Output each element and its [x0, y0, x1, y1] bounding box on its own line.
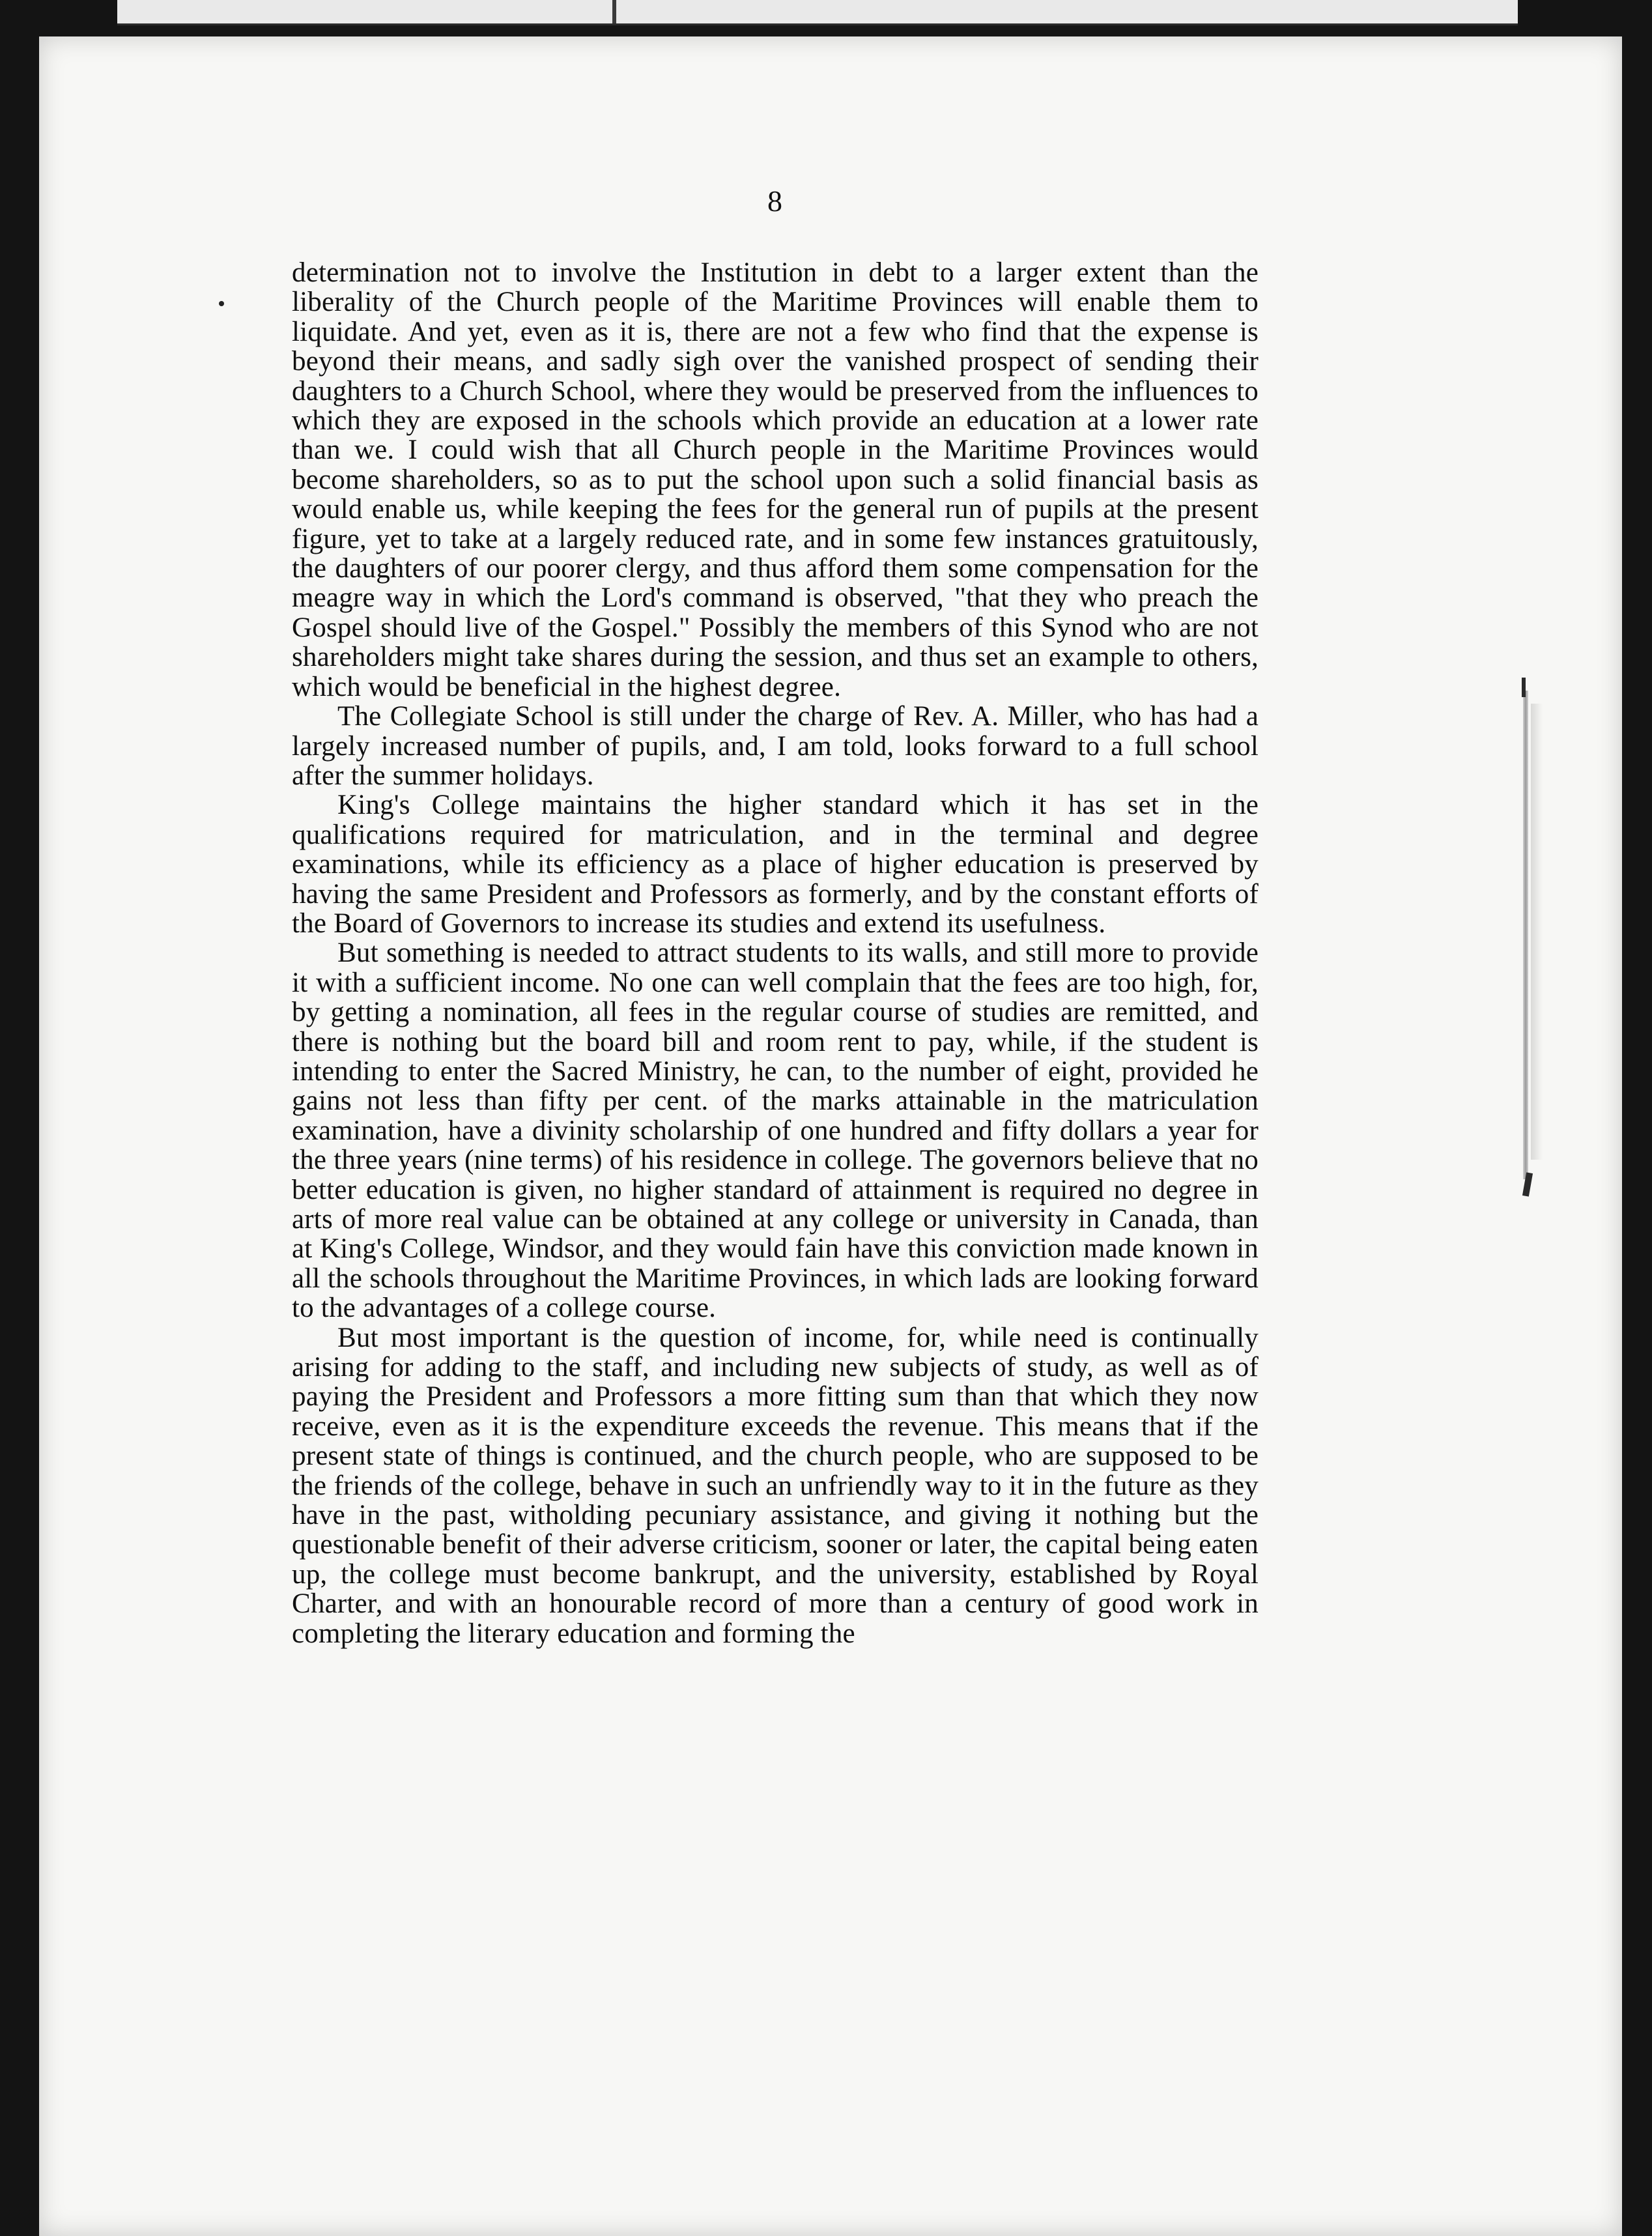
paragraph-1: determination not to involve the Institution in debt to a larger extent than the liberality of the Church people of the Maritime Provinces will enable them to liquidate. And yet, even as it is, there are not a few who find that the expense is beyond their means, and sadly sigh over the vanished prospect of sending their daughters to a Church School, where they would be preserved from the influences to which they are exposed in the schools which provide an education at a lower rate than we. I could wish that all Church people in the Maritime Provinces would become shareholders, so as to put the school upon such a solid financial basis as would enable us, while keeping the fees for the general run of pupils at the present figure, yet to take at a largely reduced rate, and in some few instances gratuitously, the daughters of our poorer clergy, and thus afford them some compensation for the meagre way in which the Lord's command is observed, "that they who preach the Gospel should live of the Gospel." Possibly the members of this Synod who are not shareholders might take shares during the session, and thus set an example to others, which would be beneficial in the highest degree.	[292, 257, 1259, 702]
body-text	[292, 258, 1259, 1648]
binding-shadow	[1531, 704, 1543, 1160]
binding-crease	[1523, 691, 1528, 1179]
page-number: 8	[767, 184, 783, 218]
paragraph-4: But something is needed to attract students to its walls, and still more to provide it with a sufficient income. No one can well complain that the fees are too high, for, by getting a nomination, all fees in the regular course of studies are remitted, and there is nothing but the board bill and room rent to pay, while, if the student is intending to enter the Sacred Ministry, he can, to the number of eight, provided he gains not less than fifty per cent. of the marks attainable in the matriculation examination, have a divinity scholarship of one hundred and fifty dollars a year for the three years (nine terms) of his residence in college. The governors believe that no better education is given, no higher standard of attainment is required no degree in arts of more real value can be obtained at any college or university in Canada, than at King's College, Windsor, and they would fain have this conviction made known in all the schools throughout the Maritime Provinces, in which lads are looking forward to the advantages of a college course.	[292, 938, 1259, 1324]
paragraph-3: King's College maintains the higher standard which it has set in the qualifications required for matriculation, and in the terminal and degree examinations, while its efficiency as a place of higher education is preserved by having the same President and Professors as formerly, and by the constant efforts of the Board of Governors to increase its studies and extend its usefulness.	[292, 790, 1259, 939]
underlying-page-edge	[117, 0, 1518, 25]
paragraph-2: The Collegiate School is still under the charge of Rev. A. Miller, who has had a largely increased number of pupils, and, I am told, looks forward to a full school after the summer holidays.	[292, 701, 1259, 791]
ink-speck	[219, 301, 224, 306]
binding-mark-top	[1522, 678, 1526, 697]
paragraph-5: But most important is the question of income, for, while need is continually arising for adding to the staff, and including new subjects of study, as well as of paying the President and Professors a more fitting sum than that which they now receive, even as it is the expenditure exceeds the revenue. This means that if the present state of things is continued, and the church people, who are supposed to be the friends of the college, behave in such an unfriendly way to it in the future as they have in the past, witholding pecuniary assistance, and giving it nothing but the questionable benefit of their adverse criticism, sooner or later, the capital being eaten up, the college must become bankrupt, and the university, established by Royal Charter, and with an honourable record of more than a century of good work in completing the literary education and forming the	[292, 1322, 1259, 1649]
